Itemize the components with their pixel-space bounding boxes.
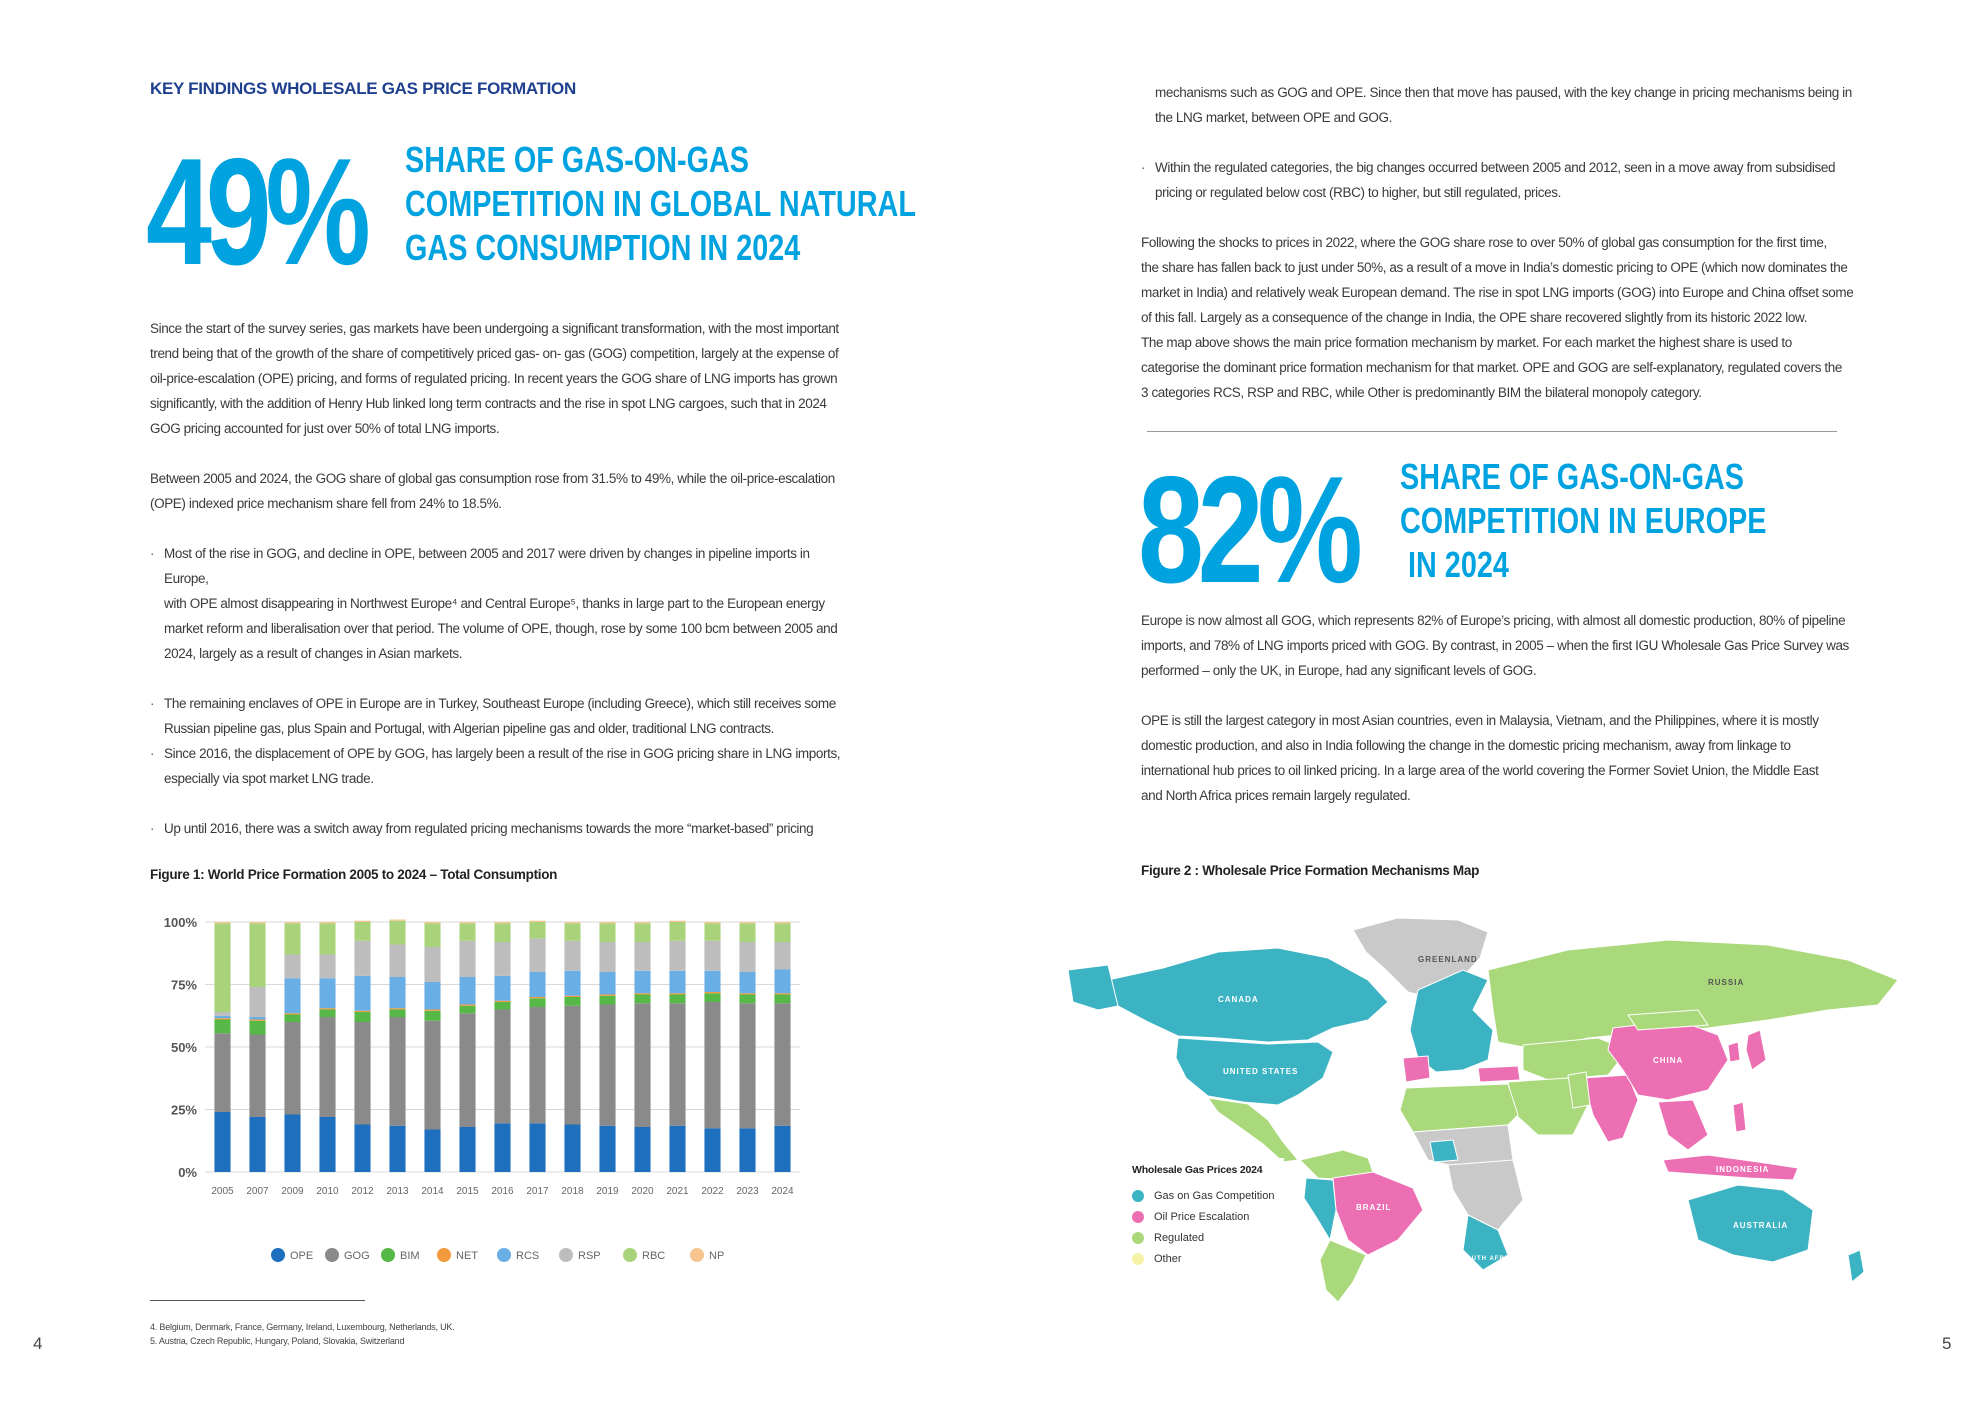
paragraph: [1141, 608, 1861, 683]
bar-segment-rbc: [529, 922, 545, 938]
headline-line: SHARE OF GAS-ON-GAS: [405, 139, 750, 180]
map-label-south-africa: SOUTH AFRICA: [1461, 1256, 1519, 1262]
bullet-item: [150, 541, 850, 666]
bar-segment-rbc: [249, 923, 265, 987]
bar-segment-rsp: [389, 945, 405, 978]
left-body: [150, 316, 850, 841]
legend-swatch-other: [1132, 1253, 1144, 1265]
bar-segment-rsp: [494, 942, 510, 976]
paragraph-continued: [1141, 80, 1861, 130]
bar-segment-rcs: [739, 972, 755, 993]
headline-line: COMPETITION IN GLOBAL NATURAL: [405, 183, 916, 224]
text-line: market in India) and relatively weak European demand. The rise in spot LNG imports (GOG) into Europe and China offset some: [1141, 285, 1854, 300]
text-line: 2024, largely as a result of changes in Asian markets.: [164, 646, 463, 661]
bar-segment-ope: [319, 1117, 335, 1172]
x-tick-label: 2024: [771, 1186, 794, 1197]
map-legend-title: Wholesale Gas Prices 2024: [1132, 1164, 1263, 1176]
bullet-item: [150, 741, 850, 791]
bar-segment-net: [459, 1005, 475, 1006]
bar-segment-rcs: [564, 971, 580, 996]
text-line: mechanisms such as GOG and OPE. Since then that move has paused, with the key change in pricing mechanisms being in: [1155, 85, 1852, 100]
legend-swatch-ope: [1132, 1211, 1144, 1223]
legend-label: GOG: [344, 1250, 370, 1262]
legend-label: RCS: [516, 1250, 540, 1262]
bar-segment-rsp: [704, 941, 720, 971]
bar-segment-gog: [319, 1017, 335, 1117]
paragraph: [150, 466, 850, 516]
text-line: · Since 2016, the displacement of OPE by GOG, has largely been a result of the rise in GOG pricing share in LNG imports,: [164, 746, 841, 761]
page-number-left: 4: [33, 1334, 43, 1353]
bar-segment-ope: [739, 1128, 755, 1172]
map-region-turkey: [1478, 1066, 1520, 1082]
map-label-us: UNITED STATES: [1223, 1067, 1299, 1076]
legend-swatch-gog: [325, 1248, 339, 1262]
bar-segment-net: [564, 996, 580, 997]
y-tick-label: 100%: [163, 915, 197, 930]
bar-segment-ope: [669, 1126, 685, 1172]
map-label-canada: CANADA: [1218, 995, 1259, 1004]
x-tick-label: 2017: [526, 1186, 549, 1197]
text-line: performed – only the UK, in Europe, had any significant levels of GOG.: [1141, 663, 1537, 678]
bar-segment-rcs: [319, 978, 335, 1008]
bar-segment-np: [424, 922, 440, 923]
bar-segment-rbc: [564, 923, 580, 941]
x-tick-label: 2014: [421, 1186, 444, 1197]
footnote-divider: [150, 1300, 365, 1301]
bar-segment-rcs: [669, 971, 685, 994]
bar-segment-gog: [564, 1006, 580, 1125]
bar-segment-bim: [424, 1011, 440, 1021]
text-line: international hub prices to oil linked pricing. In a large area of the world covering the Former Soviet Union, the Middle East: [1141, 763, 1819, 778]
bar-segment-bim: [704, 993, 720, 1002]
headline-line: COMPETITION IN EUROPE: [1400, 500, 1767, 541]
figure-1-caption: Figure 1: World Price Formation 2005 to 2024 – Total Consumption: [150, 867, 558, 882]
bar-segment-np: [774, 922, 790, 923]
y-tick-label: 25%: [170, 1102, 197, 1118]
bar-segment-ope: [249, 1117, 265, 1172]
bar-segment-ope: [389, 1126, 405, 1172]
bar-segment-ope: [529, 1123, 545, 1172]
y-tick-label: 0%: [178, 1165, 197, 1180]
text-line: OPE is still the largest category in most Asian countries, even in Malaysia, Vietnam, and the Philippines, where it is mostly: [1141, 713, 1819, 728]
x-tick-label: 2013: [386, 1186, 409, 1197]
bar-segment-rbc: [424, 923, 440, 947]
bar-segment-rcs: [389, 977, 405, 1008]
paragraph: [150, 316, 850, 441]
map-region-korea: [1728, 1042, 1740, 1062]
bar-segment-net: [249, 1020, 265, 1021]
x-tick-label: 2018: [561, 1186, 584, 1197]
text-line: domestic production, and also in India following the change in the domestic pricing mechanism, away from linkage to: [1141, 738, 1791, 753]
bar-segment-gog: [704, 1002, 720, 1128]
x-tick-label: 2007: [246, 1186, 269, 1197]
bar-segment-net: [494, 1001, 510, 1002]
text-line: imports, and 78% of LNG imports priced with GOG. By contrast, in 2005 – when the first IGU Wholesale Gas Price Survey was: [1141, 638, 1849, 653]
text-line: 3 categories RCS, RSP and RBC, while Other is predominantly BIM the bilateral monopoly category.: [1141, 385, 1702, 400]
text-line: and North Africa prices remain largely regulated.: [1141, 788, 1411, 803]
map-label-china: CHINA: [1653, 1056, 1684, 1065]
y-tick-label: 50%: [170, 1040, 197, 1055]
bar-segment-bim: [669, 995, 685, 1004]
bar-segment-rsp: [599, 942, 615, 972]
bar-segment-rbc: [599, 923, 615, 942]
map-legend: [1128, 1158, 1284, 1278]
section-title: KEY FINDINGS WHOLESALE GAS PRICE FORMATION: [150, 79, 576, 98]
bar-segment-gog: [424, 1021, 440, 1130]
bar-segment-np: [284, 922, 300, 923]
section-divider: [1147, 431, 1837, 432]
bar-segment-ope: [634, 1127, 650, 1172]
headline-line: IN 2024: [1400, 544, 1509, 585]
bullet-item: [150, 816, 850, 841]
bar-segment-rcs: [599, 972, 615, 995]
text-line: with OPE almost disappearing in Northwest Europe⁴ and Central Europe⁵, thanks in large part to the European energy: [164, 596, 825, 611]
bar-segment-np: [354, 921, 370, 922]
bar-segment-gog: [459, 1013, 475, 1127]
legend-swatch-ope: [271, 1248, 285, 1262]
map-region-north-africa: [1400, 1084, 1518, 1132]
bar-segment-gog: [774, 1003, 790, 1126]
text-line: · The remaining enclaves of OPE in Europe are in Turkey, Southeast Europe (including Greece), which still receives some: [164, 696, 836, 711]
figure-2-caption: Figure 2 : Wholesale Price Formation Mechanisms Map: [1141, 863, 1480, 878]
text-line: Between 2005 and 2024, the GOG share of global gas consumption rose from 31.5% to 49%, while the oil-price-escalation: [150, 471, 835, 486]
bar-segment-ope: [424, 1130, 440, 1173]
bar-segment-rsp: [424, 947, 440, 982]
paragraph: [1141, 230, 1861, 405]
text-line: · Up until 2016, there was a switch away from regulated pricing mechanisms towards the more “market-based” pricing: [164, 821, 814, 836]
bar-segment-ope: [284, 1115, 300, 1173]
map-region-nigeria: [1430, 1140, 1458, 1162]
y-tick-label: 75%: [170, 977, 197, 993]
legend-label: OPE: [290, 1250, 314, 1262]
bar-segment-net: [704, 992, 720, 993]
map-legend-item: [1132, 1253, 1274, 1265]
bullet-item: [150, 691, 850, 741]
bar-segment-np: [669, 921, 685, 922]
legend-label: BIM: [400, 1250, 420, 1262]
bar-segment-bim: [249, 1021, 265, 1035]
footnote: 4. Belgium, Denmark, France, Germany, Ireland, Luxembourg, Netherlands, UK.: [150, 1322, 455, 1332]
bar-segment-gog: [214, 1033, 230, 1112]
bar-segment-rcs: [494, 976, 510, 1001]
text-line: GOG pricing accounted for just over 50% of total LNG imports.: [150, 421, 500, 436]
legend-swatch-rsp: [559, 1248, 573, 1262]
x-tick-label: 2005: [211, 1186, 234, 1197]
bar-segment-bim: [214, 1020, 230, 1034]
bar-segment-rcs: [354, 976, 370, 1011]
text-line: especially via spot market LNG trade.: [164, 771, 374, 786]
legend-swatch-rcs: [497, 1248, 511, 1262]
bar-segment-rcs: [774, 970, 790, 994]
legend-label: NET: [456, 1250, 478, 1262]
legend-label: RSP: [578, 1250, 601, 1262]
bar-segment-bim: [634, 995, 650, 1004]
text-line: significantly, with the addition of Henry Hub linked long term contracts and the rise in spot LNG cargoes, such that in 2024: [150, 396, 827, 411]
right-body-bottom: [1141, 608, 1861, 833]
legend-label: RBC: [642, 1250, 666, 1262]
bar-segment-net: [214, 1018, 230, 1019]
footnotes: [150, 1320, 454, 1348]
bar-segment-np: [459, 922, 475, 923]
text-line: oil-price-escalation (OPE) pricing, and forms of regulated pricing. In recent years the GOG share of LNG imports has grown: [150, 371, 838, 386]
bar-segment-rbc: [669, 922, 685, 941]
bar-segment-rbc: [354, 922, 370, 941]
legend-swatch-regulated: [1132, 1232, 1144, 1244]
bar-segment-net: [389, 1008, 405, 1009]
bar-segment-rbc: [774, 923, 790, 942]
big-stat-europe: 82%: [1138, 445, 1357, 615]
bar-segment-gog: [284, 1022, 300, 1115]
x-tick-label: 2021: [666, 1186, 689, 1197]
text-line: (OPE) indexed price mechanism share fell from 24% to 18.5%.: [150, 496, 502, 511]
legend-label: Other: [1154, 1253, 1182, 1265]
bar-segment-net: [529, 997, 545, 998]
text-line: Russian pipeline gas, plus Spain and Portugal, with Algerian pipeline gas and older, traditional LNG contracts.: [164, 721, 775, 736]
legend-label: Gas on Gas Competition: [1154, 1190, 1275, 1202]
bar-segment-ope: [704, 1128, 720, 1172]
headline-global: [405, 138, 1044, 270]
bar-segment-net: [599, 995, 615, 996]
text-line: pricing or regulated below cost (RBC) to higher, but still regulated, prices.: [1155, 185, 1561, 200]
bar-segment-rsp: [564, 941, 580, 971]
text-line: the LNG market, between OPE and GOG.: [1155, 110, 1392, 125]
x-tick-label: 2016: [491, 1186, 514, 1197]
bar-segment-ope: [214, 1112, 230, 1172]
bar-segment-rsp: [319, 955, 335, 979]
stacked-bar-chart: [140, 905, 820, 1285]
bar-segment-np: [319, 922, 335, 923]
bar-segment-bim: [529, 998, 545, 1007]
headline-line: GAS CONSUMPTION IN 2024: [405, 227, 801, 268]
map-region-iberia: [1403, 1056, 1430, 1082]
bar-segment-bim: [319, 1010, 335, 1018]
text-line: Since the start of the survey series, gas markets have been undergoing a significant transformation, with the most important: [150, 321, 839, 336]
text-line: The map above shows the main price formation mechanism by market. For each market the highest share is used to: [1141, 335, 1792, 350]
bar-segment-rbc: [389, 921, 405, 945]
bar-segment-np: [214, 922, 230, 923]
bar-segment-np: [389, 920, 405, 921]
bar-segment-rcs: [634, 971, 650, 994]
bullet-item: [1141, 155, 1861, 205]
bar-segment-rcs: [459, 977, 475, 1005]
bar-segment-gog: [494, 1010, 510, 1124]
bar-segment-bim: [494, 1002, 510, 1010]
text-line: · Most of the rise in GOG, and decline in OPE, between 2005 and 2017 were driven by changes in pipeline imports in Europe,: [164, 546, 810, 586]
bar-segment-bim: [354, 1012, 370, 1022]
bar-segment-np: [564, 922, 580, 923]
bar-segment-rcs: [214, 1016, 230, 1019]
x-tick-label: 2023: [736, 1186, 759, 1197]
bar-segment-rbc: [739, 923, 755, 942]
bar-segment-rsp: [249, 987, 265, 1017]
bar-segment-rsp: [529, 938, 545, 972]
text-line: the share has fallen back to just under 50%, as a result of a move in India’s domestic pricing to OPE (which now dominates the: [1141, 260, 1848, 275]
bar-segment-np: [494, 922, 510, 923]
bar-segment-rsp: [354, 941, 370, 976]
bar-segment-bim: [739, 995, 755, 1004]
map-label-indonesia: INDONESIA: [1716, 1165, 1770, 1174]
bar-segment-rcs: [424, 982, 440, 1010]
bar-segment-bim: [389, 1010, 405, 1018]
page-number-right: 5: [1942, 1334, 1952, 1353]
bar-segment-rbc: [214, 923, 230, 1012]
bar-segment-net: [424, 1010, 440, 1011]
bar-segment-bim: [564, 997, 580, 1006]
bar-segment-rsp: [774, 942, 790, 970]
legend-label: Oil Price Escalation: [1154, 1211, 1250, 1223]
bar-segment-np: [739, 922, 755, 923]
bar-segment-rbc: [319, 923, 335, 954]
text-line: · Within the regulated categories, the big changes occurred between 2005 and 2012, seen in a move away from subsidised: [1155, 160, 1836, 175]
big-stat-global: 49%: [146, 127, 365, 297]
bar-segment-rsp: [459, 941, 475, 977]
bar-segment-rcs: [249, 1017, 265, 1020]
legend-swatch-np: [690, 1248, 704, 1262]
legend-swatch-gog: [1132, 1190, 1144, 1202]
x-tick-label: 2009: [281, 1186, 304, 1197]
bar-segment-gog: [389, 1017, 405, 1126]
legend-swatch-bim: [381, 1248, 395, 1262]
map-legend-item: [1132, 1190, 1274, 1202]
bar-segment-net: [634, 993, 650, 994]
bar-segment-gog: [529, 1007, 545, 1123]
bar-segment-net: [354, 1011, 370, 1012]
x-tick-label: 2022: [701, 1186, 724, 1197]
text-line: Europe is now almost all GOG, which represents 82% of Europe’s pricing, with almost all domestic production, 80% of pipeline: [1141, 613, 1846, 628]
x-tick-label: 2019: [596, 1186, 619, 1197]
bar-segment-net: [739, 993, 755, 994]
bar-segment-bim: [774, 995, 790, 1004]
map-label-greenland: GREENLAND: [1418, 955, 1478, 964]
bar-segment-rsp: [284, 955, 300, 979]
bar-segment-net: [319, 1008, 335, 1009]
bar-segment-bim: [459, 1006, 475, 1014]
text-line: trend being that of the growth of the share of competitively priced gas- on- gas (GOG) competition, largely at the expense of: [150, 346, 839, 361]
text-line: market reform and liberalisation over that period. The volume of OPE, though, rose by some 100 bcm between 2005 and: [164, 621, 838, 636]
bar-segment-np: [704, 922, 720, 923]
bar-segment-rbc: [494, 923, 510, 942]
text-line: of this fall. Largely as a consequence of the change in India, the OPE share recovered slightly from its historic 2022 low.: [1141, 310, 1807, 325]
bar-segment-rsp: [669, 941, 685, 971]
bar-segment-gog: [739, 1003, 755, 1128]
bar-segment-rcs: [284, 978, 300, 1013]
bar-segment-np: [249, 922, 265, 923]
bar-segment-ope: [599, 1126, 615, 1172]
paragraph: [1141, 708, 1861, 808]
x-tick-label: 2012: [351, 1186, 374, 1197]
x-tick-label: 2010: [316, 1186, 339, 1197]
map-label-russia: RUSSIA: [1708, 978, 1745, 987]
bar-segment-rcs: [704, 971, 720, 992]
map-label-australia: AUSTRALIA: [1733, 1221, 1789, 1230]
x-tick-label: 2015: [456, 1186, 479, 1197]
bar-segment-ope: [459, 1127, 475, 1172]
bar-segment-bim: [284, 1015, 300, 1023]
bar-segment-np: [529, 921, 545, 922]
bar-segment-net: [669, 993, 685, 994]
bar-segment-ope: [494, 1123, 510, 1172]
bar-segment-net: [774, 993, 790, 994]
bar-segment-gog: [249, 1035, 265, 1118]
headline-europe: [1400, 455, 1858, 587]
bar-segment-gog: [669, 1003, 685, 1126]
map-legend-item: [1132, 1232, 1274, 1244]
bar-segment-bim: [599, 996, 615, 1005]
bar-segment-gog: [634, 1003, 650, 1127]
right-body-top: [1141, 80, 1861, 430]
text-line: Following the shocks to prices in 2022, where the GOG share rose to over 50% of global gas consumption for the first time,: [1141, 235, 1827, 250]
map-legend-item: [1132, 1211, 1274, 1223]
legend-swatch-rbc: [623, 1248, 637, 1262]
bar-segment-gog: [599, 1005, 615, 1126]
legend-label: NP: [709, 1250, 725, 1262]
bar-segment-rsp: [739, 942, 755, 972]
headline-line: SHARE OF GAS-ON-GAS: [1400, 456, 1745, 497]
bar-segment-rsp: [214, 1012, 230, 1016]
legend-swatch-net: [437, 1248, 451, 1262]
bar-segment-rsp: [634, 942, 650, 971]
text-line: categorise the dominant price formation mechanism for that market. OPE and GOG are self-explanatory, regulated covers the: [1141, 360, 1842, 375]
bar-segment-gog: [354, 1022, 370, 1125]
bar-segment-rbc: [284, 923, 300, 954]
bar-segment-net: [284, 1013, 300, 1014]
bar-segment-rcs: [529, 972, 545, 997]
x-tick-label: 2020: [631, 1186, 654, 1197]
bar-segment-ope: [354, 1125, 370, 1173]
bar-segment-np: [634, 922, 650, 923]
bar-segment-rbc: [459, 923, 475, 941]
footnote: 5. Austria, Czech Republic, Hungary, Poland, Slovakia, Switzerland: [150, 1336, 405, 1346]
bar-segment-rbc: [634, 923, 650, 942]
bar-segment-rbc: [704, 923, 720, 941]
map-label-brazil: BRAZIL: [1356, 1203, 1392, 1212]
bar-segment-ope: [564, 1125, 580, 1173]
bar-segment-np: [599, 922, 615, 923]
bar-segment-ope: [774, 1126, 790, 1172]
legend-label: Regulated: [1154, 1232, 1205, 1244]
